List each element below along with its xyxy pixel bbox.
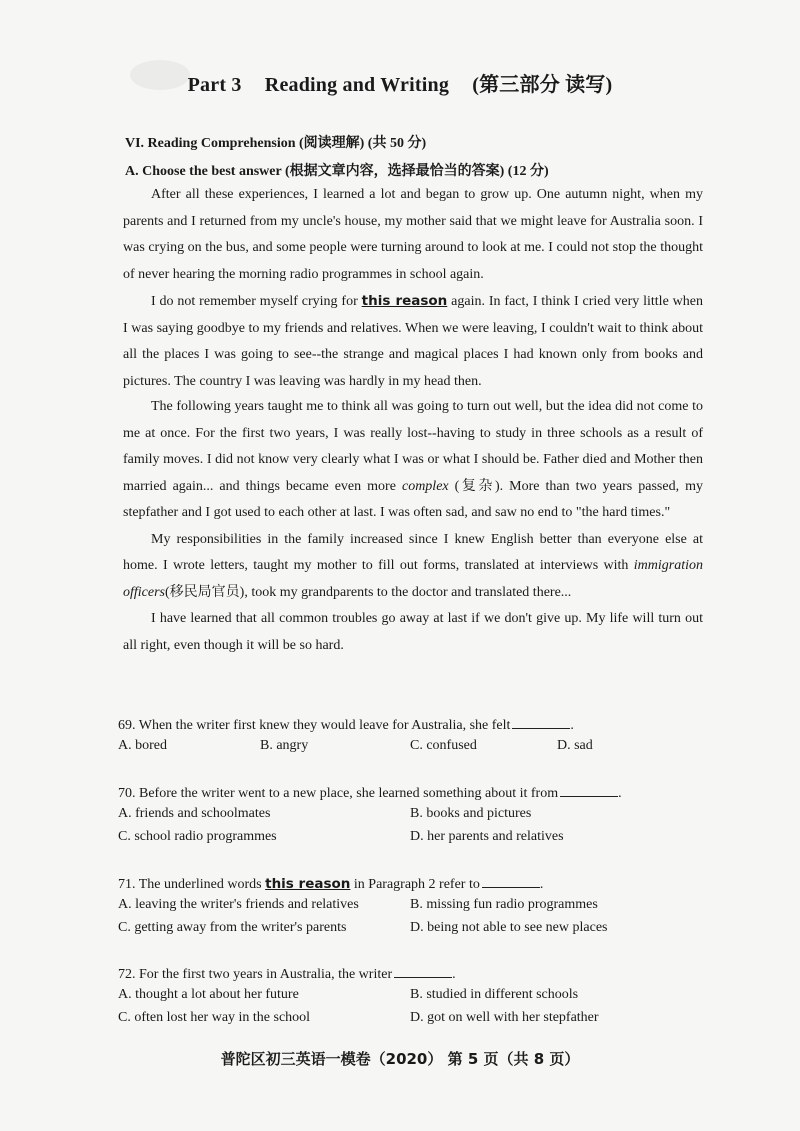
paragraph-5: I have learned that all common troubles go away at last if we don't give up. My life will turn out all right, even though it will be so hard.: [123, 611, 703, 653]
question-72: 72. For the first two years in Australia, the writer .: [118, 967, 456, 982]
option-69-c: C. confused: [410, 738, 477, 753]
option-71-d: D. being not able to see new places: [410, 920, 608, 935]
option-69-a: A. bored: [118, 738, 167, 753]
option-70-c: C. school radio programmes: [118, 829, 277, 844]
answer-blank: [394, 965, 452, 978]
option-72-d: D. got on well with her stepfather: [410, 1010, 599, 1025]
underlined-phrase: this reason: [265, 876, 351, 892]
paragraph-4: My responsibilities in the family increased since I knew English better than everyone else at home. I wrote letters, taught my mother to fill out forms, translated at interviews with immigration officers(移民局官员), took my grandparents to the doctor and translated there...: [123, 531, 703, 600]
option-69-d: D. sad: [557, 738, 593, 753]
answer-blank: [512, 716, 570, 729]
section-heading-vi: VI. Reading Comprehension (阅读理解) (共 50 分): [125, 136, 427, 151]
option-72-a: A. thought a lot about her future: [118, 987, 299, 1002]
question-71: 71. The underlined words this reason in Paragraph 2 refer to .: [118, 876, 544, 892]
option-69-b: B. angry: [260, 738, 309, 753]
paragraph-3: The following years taught me to think all was going to turn out well, but the idea did not come to me at once. For the first two years, I was really lost--having to study in three schools as a result of family moves. I did not know very clearly what I was or what I should be. Father died and Mother then married again... and things became even more complex (复杂). More than two years passed, my stepfather and I got used to each other at last. I was often sad, and saw no end to "the hard times.": [123, 399, 703, 520]
title-part: Part 3: [187, 74, 242, 96]
paragraph-2: I do not remember myself crying for this reason again. In fact, I think I cried very little when I was saying goodbye to my friends and relatives. When we were leaving, I couldn't wait to think about all the places I was going to see--the strange and magical places I had known only from books and pictures. The country I was leaving was hardly in my head then.: [123, 293, 703, 389]
option-71-c: C. getting away from the writer's parents: [118, 920, 347, 935]
underlined-phrase: this reason: [361, 293, 448, 309]
question-69: 69. When the writer first knew they would leave for Australia, she felt .: [118, 718, 574, 733]
title-main: Reading and Writing: [264, 74, 450, 96]
option-72-b: B. studied in different schools: [410, 987, 579, 1002]
title-cn: (第三部分 读写): [472, 74, 613, 96]
option-70-d: D. her parents and relatives: [410, 829, 564, 844]
option-71-b: B. missing fun radio programmes: [410, 897, 598, 912]
paragraph-1: After all these experiences, I learned a lot and began to grow up. One autumn night, when my parents and I returned from my uncle's house, my mother said that we might leave for Australia soon. I was crying on the bus, and some people were turning around to look at me. I could not stop the thought of never hearing the morning radio programmes in school again.: [123, 187, 703, 282]
question-70: 70. Before the writer went to a new place, she learned something about it from .: [118, 786, 622, 801]
page-title: [0, 68, 800, 97]
option-70-a: A. friends and schoolmates: [118, 806, 271, 821]
reading-passage: [123, 182, 703, 659]
option-71-a: A. leaving the writer's friends and relatives: [118, 897, 359, 912]
option-72-c: C. often lost her way in the school: [118, 1010, 311, 1025]
option-70-b: B. books and pictures: [410, 806, 532, 821]
answer-blank: [560, 784, 618, 797]
section-heading-a: A. Choose the best answer (根据文章内容，选择最恰当的答案) (12 分): [125, 164, 549, 179]
page-footer: 普陀区初三英语一模卷（2020） 第 5 页（共 8 页）: [220, 1050, 580, 1068]
answer-blank: [482, 875, 540, 888]
